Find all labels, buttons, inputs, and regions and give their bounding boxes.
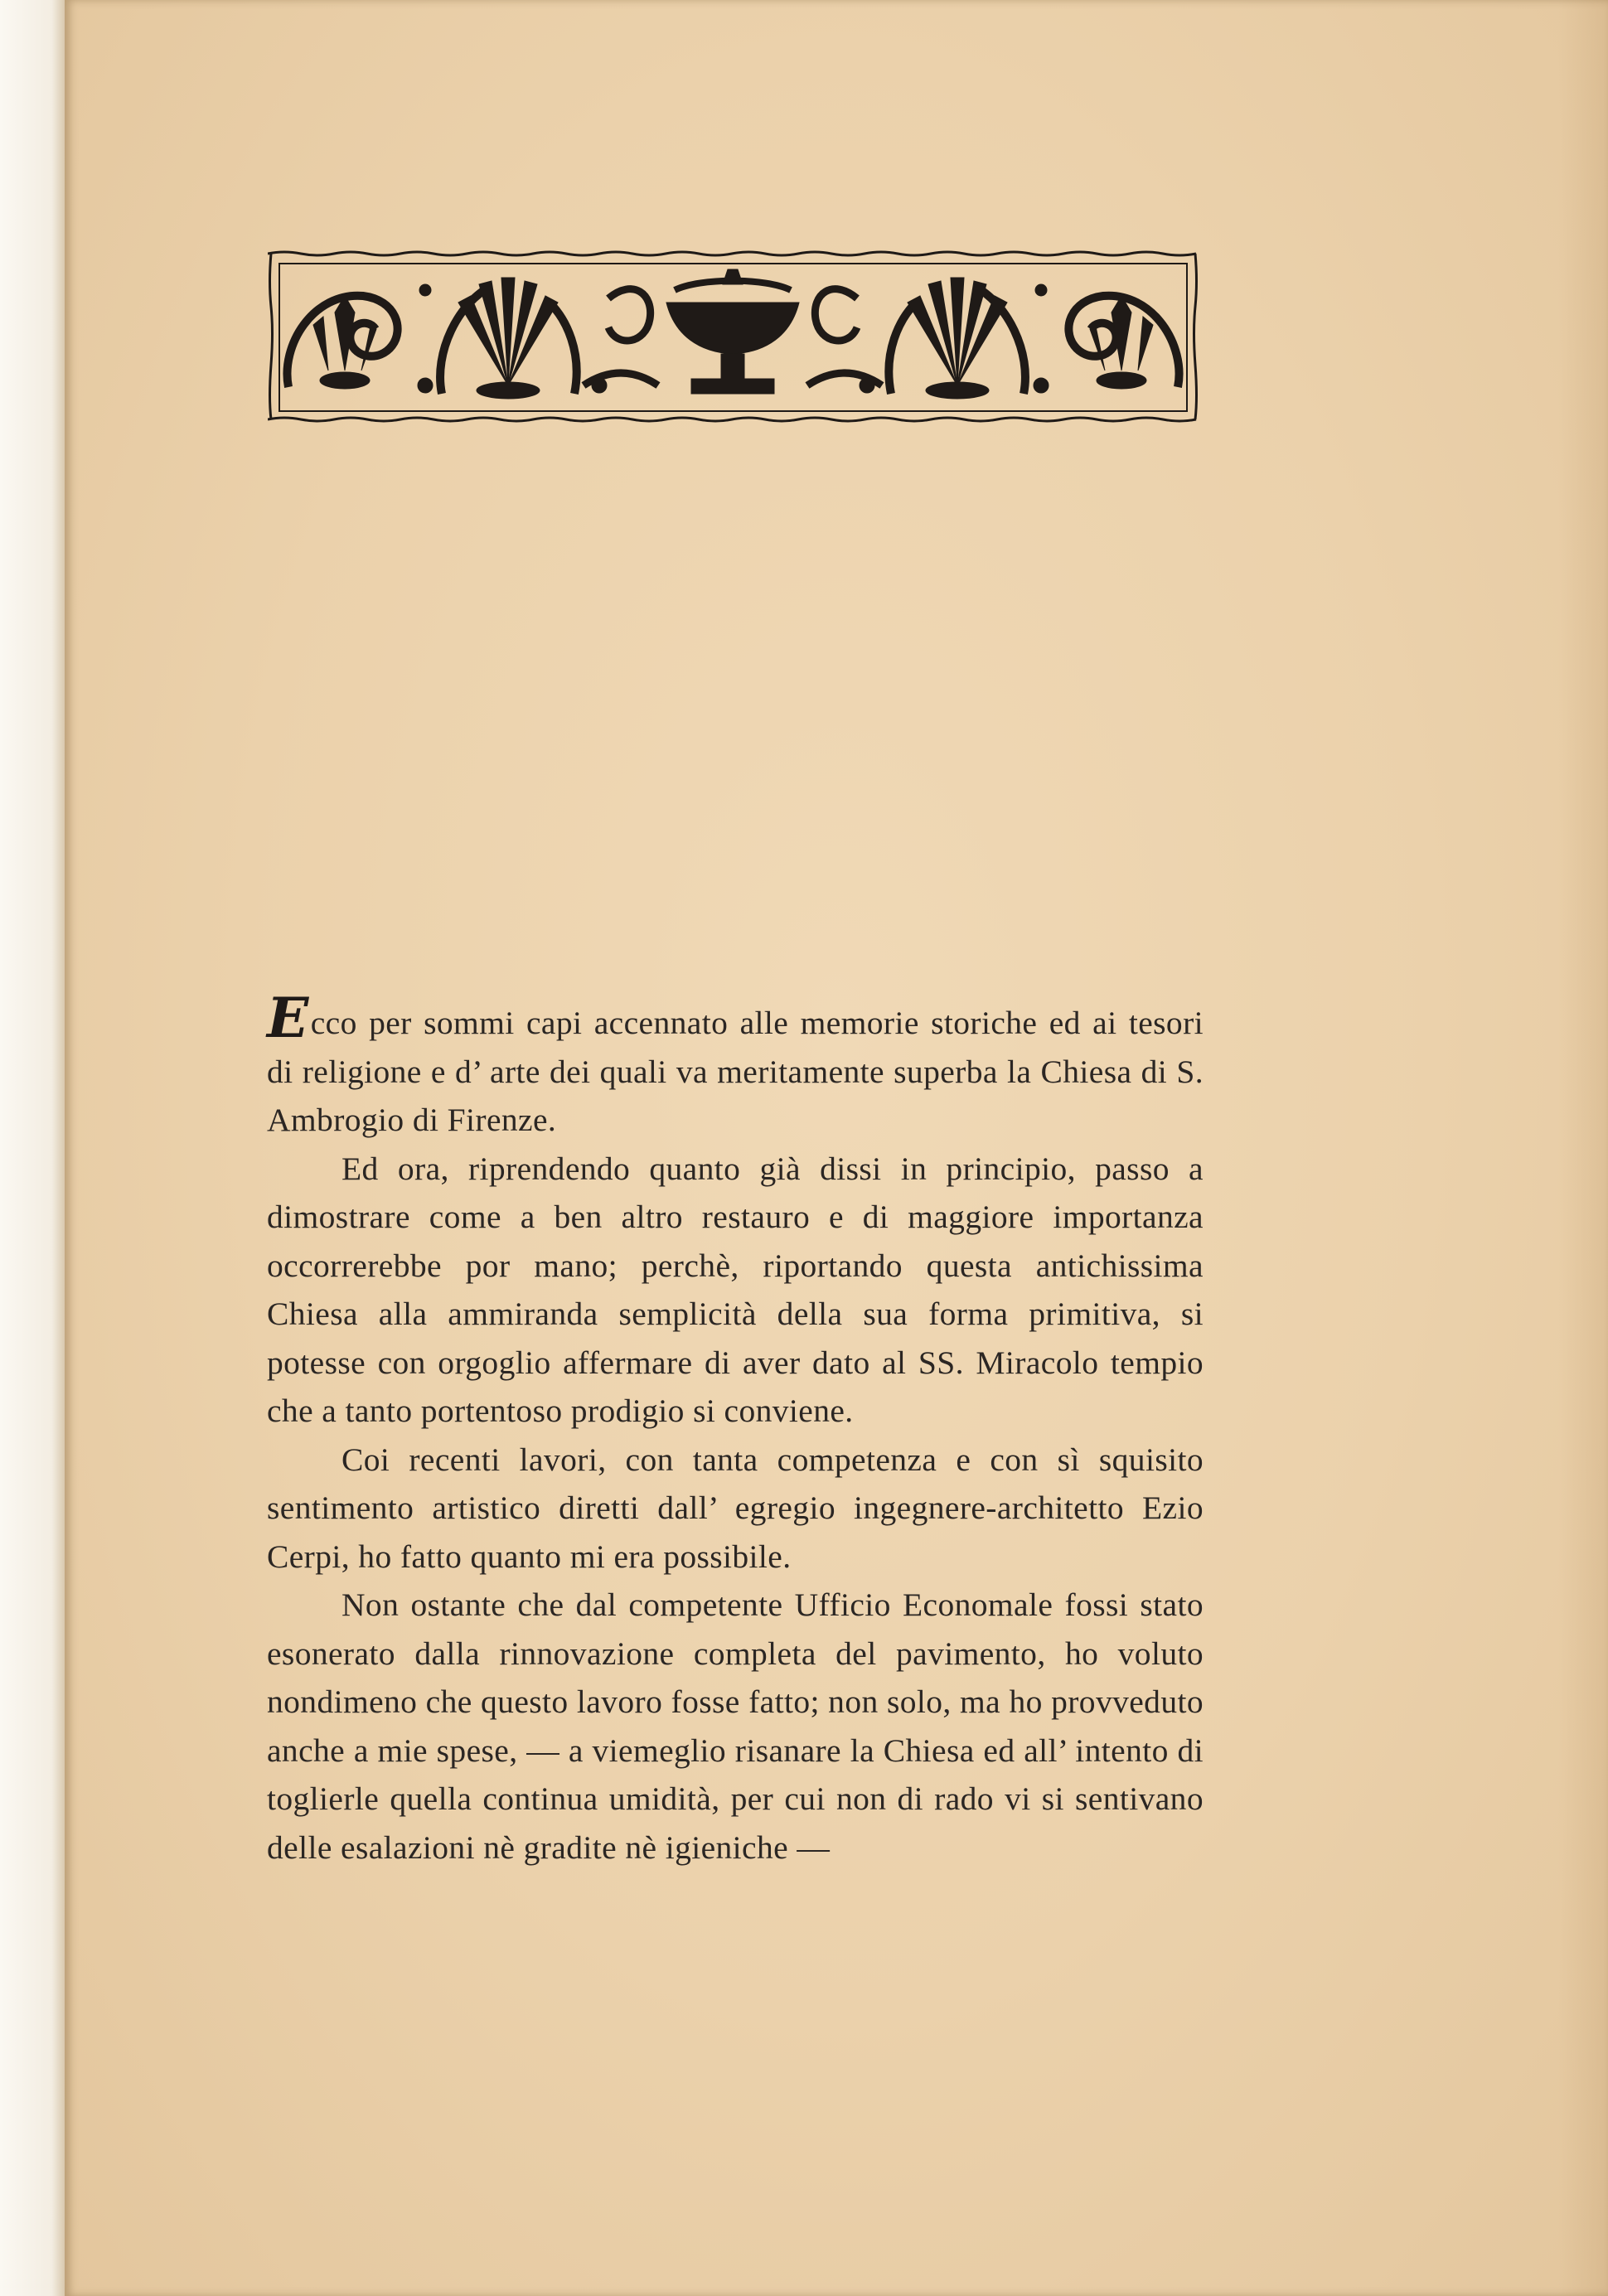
paragraph-1 <box>267 986 1204 1145</box>
paragraph-2: Ed ora, riprendendo quanto già dissi in principio, passo a dimostrare come a ben altro restauro e di maggiore importanza occorrerebbe por mano; perchè, riportando questa antichissima Chiesa alla ammiranda semplicità della sua forma primitiva, si potesse con orgoglio affermare di aver dato al SS. Miracolo tempio che a tanto portentoso prodigio si conviene. <box>267 1150 1204 1429</box>
decorative-headpiece-icon <box>268 249 1199 427</box>
drop-cap: E <box>267 986 309 1050</box>
paragraph-3: Coi recenti lavori, con tanta competenza e con sì squisito sentimento artistico diretti dall’ egregio ingegnere-architetto Ezio Cerpi, ho fatto quanto mi era possibile. <box>267 1441 1204 1575</box>
binding-margin <box>0 0 65 2296</box>
paragraph-4: Non ostante che dal competente Ufficio Economale fossi stato esonerato dalla rinnovazione completa del pavimento, ho voluto nondimeno che questo lavoro fosse fatto; non solo, ma ho provveduto anche a mie spese, — a viemeglio risanare la Chiesa ed all’ intento di toglierle quella continua umidità, per cui non di rado vi si sentivano delle esalazioni nè gradite nè igieniche — <box>267 1586 1204 1866</box>
paragraph-1-text: cco per sommi capi accennato alle memorie storiche ed ai tesori di religione e d’ arte dei quali va meritamente superba la Chiesa di S. Ambrogio di Firenze. <box>267 1005 1204 1138</box>
body-text <box>267 986 1204 1872</box>
